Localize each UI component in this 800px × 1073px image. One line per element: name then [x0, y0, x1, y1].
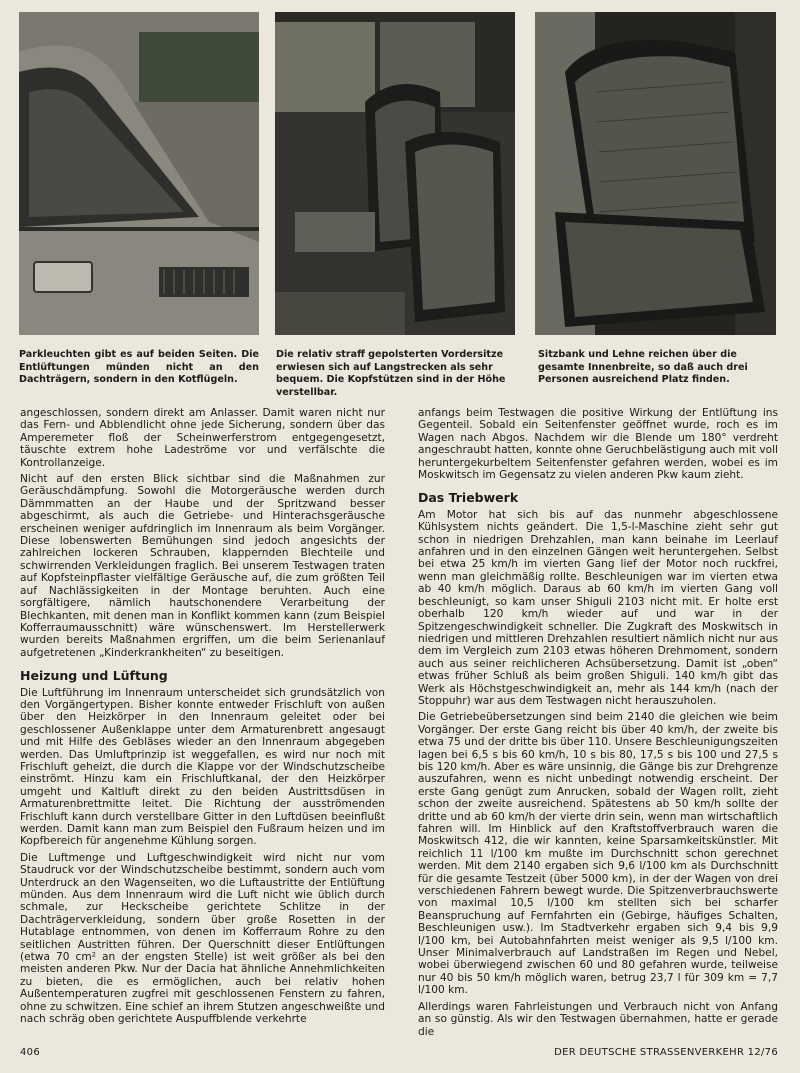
- article-column-left: [20, 407, 385, 1030]
- photo-front-seats: [275, 12, 515, 335]
- paragraph: anfangs beim Testwagen die positive Wirkung der Entlüftung ins Gegenteil. Sobald ein Seitenfenster geöffnet wurde, roch es im Wagen nach Abgos. Nachdem wir die Blende um 180° verdreht angeschraubt hatten, konnte ohne Geruchbelästigung auch mit voll heruntergekurbeltem Seitenfenster gefahren werden, wobei es im Moskwitsch im Gegensatz zu vielen anderen Pkw kaum zieht.: [418, 407, 778, 482]
- article-column-right: [418, 407, 778, 1042]
- caption-photo-1: Parkleuchten gibt es auf beiden Seiten. Die Entlüftungen münden nicht an den Dachträgern, sondern in den Kotflügeln.: [19, 349, 259, 386]
- magazine-footer: DER DEUTSCHE STRASSENVERKEHR 12/76: [554, 1047, 778, 1058]
- paragraph: Nicht auf den ersten Blick sichtbar sind die Maßnahmen zur Geräuschdämpfung. Sowohl die Motorgeräusche werden durch Dämmmatten an der Haube und der Spritzwand besser abgeschirmt, als auch die Getriebe- und Hinterachsgeräusche erscheinen weniger aufdringlich im Innenraum als beim Vorgänger. Diese lobenswerten Bemühungen sind jedoch angesichts der zahlreichen lockeren Schrauben, klappernden Blechteile und schwirrenden Verkleidungen fraglich. Bei unserem Testwagen traten auf Kopfsteinpflaster vielfältige Geräusche auf, die zum größten Teil auf Nachlässigkeiten in der Montage beruhten. Auch eine sorgfältigere, nämlich hautschonendere Verarbeitung der Blechkanten, mit denen man in Konflikt kommen kann (zum Beispiel Kofferraumausschnitt) wäre wünschenswert. Im Herstellerwerk wurden bereits Maßnahmen ergriffen, um die beim Serienanlauf aufgetretenen „Kinderkrankheiten“ zu beseitigen.: [20, 473, 385, 659]
- photo-car-side: [19, 12, 259, 335]
- page-number: 406: [20, 1047, 40, 1058]
- photo-rear-bench: [535, 12, 776, 335]
- section-heading: Heizung und Lüftung: [20, 668, 168, 684]
- paragraph: Die Getriebeübersetzungen sind beim 2140 die gleichen wie beim Vorgänger. Der erste Gang reicht bis über 40 km/h, der zweite bis etwa 75 und der dritte bis über 110. Unsere Beschleunigungszeiten lagen bei 6,5 s bis 60 km/h, 10 s bis 80, 17,5 s bis 100 und 27,5 s bis 120 km/h. Aber es wäre unsinnig, die Gänge bis zur Drehgrenze auszufahren, wenn es nicht unbedingt notwendig erscheint. Der erste Gang genügt zum Anrucken, sobald der Wagen rollt, zieht schon der zweite ausreichend. Spätestens ab 50 km/h sollte der dritte und ab 60 km/h der vierte drin sein, wenn man wirtschaftlich fahren will. Im Hinblick auf den Kraftstoffverbrauch waren die Moskwitsch 412, die wir kannten, keine Sparsamkeitskünstler. Mit reichlich 11 l/100 km mußte im Durchschnitt schon gerechnet werden. Mit dem 2140 ergaben sich 9,6 l/100 km als Durchschnitt für die gesamte Testzeit (über 5000 km), in der der Wagen von drei verschiedenen Fahrern bewegt wurde. Die Spitzenverbrauchswerte von maximal 10,5 l/100 km stellten sich bei scharfer Beanspruchung auf Fernfahrten ein (Gebirge, häufiges Schalten, Beschleunigen usw.). Im Stadtverkehr ergaben sich 9,4 bis 9,9 l/100 km, bei Autobahnfahrten meist weniger als 9,5 l/100 km. Unser Minimalverbrauch auf Landstraßen im Regen und Nebel, wobei überwiegend zwischen 60 und 80 gefahren wurde, teilweise nur 40 bis 50 km/h möglich waren, betrug 23,7 l für 309 km = 7,7 l/100 km.: [418, 711, 778, 997]
- paragraph: Am Motor hat sich bis auf das nunmehr abgeschlossene Kühlsystem nichts geändert. Die 1,5-l-Maschine zieht sehr gut schon in niedrigen Drehzahlen, man kann beinahe im Leerlauf anfahren und in den einzelnen Gängen weit heruntergehen. Selbst bei etwa 25 km/h im vierten Gang lief der Motor noch ruckfrei, wenn man gleichmäßig rollte. Beschleunigen war im vierten etwa ab 40 km/h möglich. Daraus ab 60 km/h im vierten Gang voll beschleunigt, so kam unser Shiguli 2103 nicht mit. Er holte erst oberhalb 120 km/h wieder auf und war in der Spitzengeschwindigkeit schneller. Die Zugkraft des Moskwitsch in niedrigen und mittleren Drehzahlen resultiert nämlich nicht nur aus dem im Vergleich zum 2103 etwas höheren Drehmoment, sondern auch aus seiner reichlicheren Achsübersetzung. Damit ist „oben“ etwas früher Schluß als beim großen Shiguli. 140 km/h gibt das Werk als Höchstgeschwindigkeit an, mehr als 144 km/h (nach der Stoppuhr) war aus dem Testwagen nicht herauszuholen.: [418, 508, 778, 707]
- section-heading: Das Triebwerk: [418, 490, 519, 506]
- caption-photo-3: Sitzbank und Lehne reichen über die gesamte Innenbreite, so daß auch drei Personen ausreichend Platz finden.: [538, 349, 748, 386]
- caption-photo-2: Die relativ straff gepolsterten Vordersitze erwiesen sich auf Langstrecken als sehr bequem. Die Kopfstützen sind in der Höhe verstellbar.: [276, 349, 506, 398]
- paragraph: Die Luftmenge und Luftgeschwindigkeit wird nicht nur vom Staudruck vor der Windschutzscheibe bestimmt, sondern auch vom Unterdruck an den Wagenseiten, wo die Luftaustritte der Entlüftung münden. Aus dem Innenraum wird die Luft nicht wie üblich durch schmale, zur Heckscheibe gerichtete Schlitze in der Dachträgerverkleidung, sondern über große Rosetten in der Hutablage entnommen, von denen im Kofferraum Rohre zu den seitlichen Austritten führen. Der Querschnitt dieser Entlüftungen (etwa 70 cm² an der engsten Stelle) ist weit größer als bei den meisten anderen Pkw. Nur der Dacia hat ähnliche Annehmlichkeiten zu bieten, die es ermöglichen, auch bei relativ hohen Außentemperaturen zugfrei mit geschlossenen Fenstern zu fahren, ohne zu schwitzen. Eine schief an ihrem Stutzen angeschweißte und nach schräg oben gerichtete Auspuffblende verkehrte: [20, 851, 385, 1026]
- paragraph: Die Luftführung im Innenraum unterscheidet sich grundsätzlich von den Vorgängertypen. Bisher konnte entweder Frischluft von außen über den Heizkörper in den Innenraum geleitet oder bei geschlossener Außenklappe unter dem Armaturenbrett angesaugt und mit Hilfe des Gebläses wieder an den Innenraum abgegeben werden. Das Umluftprinzip ist weggefallen, es wird nur noch mit Frischluft geheizt, die durch die Klappe vor der Windschutzscheibe einströmt. Hinzu kam ein Frischluftkanal, der den Heizkörper umgeht und Kaltluft direkt zu den beiden Austrittsdüsen in Armaturenbrettmitte leitet. Die Richtung der ausströmenden Frischluft kann durch verstellbare Gitter in den Luftdüsen beeinflußt werden. Damit kann man zum Beispiel den Fußraum heizen und im Kopfbereich für angenehme Kühlung sorgen.: [20, 686, 385, 848]
- paragraph: Allerdings waren Fahrleistungen und Verbrauch nicht von Anfang an so günstig. Als wir den Testwagen übernahmen, hatte er gerade die: [418, 1000, 778, 1038]
- paragraph: angeschlossen, sondern direkt am Anlasser. Damit waren nicht nur das Fern- und Abblendlicht ohne jede Sicherung, sondern über das Amperemeter floß der Scheinwerferstrom entgegengesetzt, täuschte extrem hohe Ladeströme vor und verfälschte die Kontrollanzeige.: [20, 407, 385, 469]
